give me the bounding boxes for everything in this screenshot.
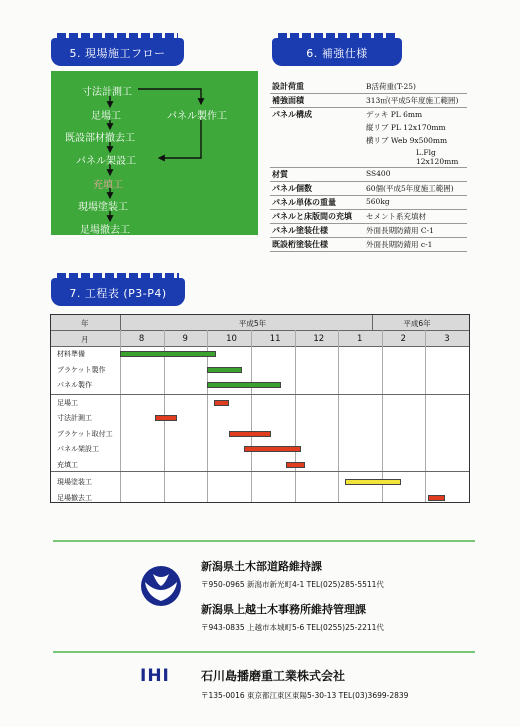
gantt-task-label: 寸法計測工 <box>57 414 92 422</box>
spec-row <box>270 121 467 134</box>
gantt-month-gridline <box>382 330 383 502</box>
spec-table <box>270 80 467 252</box>
gantt-month-tick: 11 <box>269 334 281 344</box>
flow-step-4: パネル架設工 <box>76 156 136 167</box>
flow-step-3: 既設部材撤去工 <box>65 133 135 144</box>
spec-value: 縦リブ PL 12x170mm <box>366 123 446 132</box>
gantt-month-gridline <box>251 330 252 502</box>
spec-section-banner <box>272 38 402 66</box>
gantt-task-label: ブラケット製作 <box>57 365 106 374</box>
company-name: 石川島播磨重工業株式会社 <box>201 669 346 683</box>
spec-row <box>270 108 467 122</box>
flow-step-1: 寸法計測工 <box>82 87 132 98</box>
spec-key: 設計荷重 <box>270 80 364 94</box>
gantt-month-tick: 3 <box>444 334 450 344</box>
gantt-header-line <box>51 330 469 331</box>
contact-address-1: 〒950-0965 新潟市新光町4-1 TEL(025)285-5511代 <box>201 580 384 589</box>
spec-value: 横リブ Web 9x500mm <box>366 136 448 145</box>
spec-key: パネル単体の重量 <box>270 196 364 210</box>
flow-step-5-highlight: 充填工 <box>93 180 123 191</box>
spec-row <box>270 196 467 210</box>
construction-flow-chart <box>51 71 258 235</box>
spec-key: 補強面積 <box>270 94 364 108</box>
spec-value: セメント系充填材 <box>364 210 467 224</box>
gantt-group-divider <box>51 471 469 472</box>
spec-key: パネル個数 <box>270 182 364 196</box>
spec-key <box>270 147 364 168</box>
gantt-task-label: パネル製作 <box>57 381 92 389</box>
spec-value: 外面長期防錆用 C-1 <box>364 224 467 238</box>
gantt-month-tick: 12 <box>313 334 325 344</box>
gantt-bar <box>286 462 306 468</box>
separator-bottom <box>53 651 475 653</box>
spec-row <box>270 168 467 182</box>
spec-value: 313㎡(平成5年度施工範囲) <box>364 94 467 108</box>
spec-row <box>270 94 467 108</box>
ihi-logo: IHI <box>140 666 170 686</box>
gantt-year-label: 年 <box>81 319 89 328</box>
spec-row <box>270 210 467 224</box>
schedule-gantt-chart <box>50 314 470 503</box>
spec-row <box>270 224 467 238</box>
gantt-month-tick: 1 <box>356 334 363 344</box>
gantt-bar <box>120 351 216 357</box>
gantt-year-h5: 平成5年 <box>238 319 267 328</box>
flow-step-6: 現場塗装工 <box>78 202 128 213</box>
gantt-task-label: パネル架設工 <box>57 445 99 453</box>
gantt-year-divider <box>372 315 373 330</box>
spec-value: B活荷重(T-25) <box>364 80 467 94</box>
spec-key: 材質 <box>270 168 364 182</box>
niigata-prefecture-emblem-icon <box>139 564 183 608</box>
gantt-header-line <box>51 346 469 347</box>
contact-name-2: 新潟県上越土木事務所維持管理課 <box>201 603 366 616</box>
gantt-bar <box>214 400 229 406</box>
company-address: 〒135-0016 東京都江東区東陽5-30-13 TEL(03)3699-2839 <box>201 691 409 700</box>
spec-row <box>270 147 467 168</box>
gantt-bar <box>207 382 281 388</box>
gantt-month-tick: 10 <box>226 334 237 344</box>
flow-section-title: 5. 現場施工フロー <box>69 47 166 60</box>
spec-value: SS400 <box>364 168 467 182</box>
flow-step-7: 足場撤去工 <box>80 225 130 236</box>
spec-section-title: 6. 補強仕様 <box>306 47 368 60</box>
flow-step-2: 足場工 <box>91 111 121 122</box>
spec-value: デッキ PL 6mm <box>366 110 423 119</box>
spec-row <box>270 182 467 196</box>
spec-key: パネルと床版間の充填 <box>270 210 364 224</box>
spec-key <box>270 134 364 147</box>
schedule-section-title: 7. 工程表 (P3-P4) <box>69 287 167 300</box>
schedule-section-banner <box>51 278 185 306</box>
gantt-bar <box>229 431 270 437</box>
spec-key <box>270 121 364 134</box>
spec-value: 外面長期防錆用 c-1 <box>364 238 467 252</box>
gantt-bar <box>428 495 445 501</box>
gantt-year-h6: 平成6年 <box>403 319 431 328</box>
gantt-bar <box>345 479 402 485</box>
gantt-task-label: ブラケット取付工 <box>57 429 113 438</box>
spec-value: 60個(平成5年度施工範囲) <box>364 182 467 196</box>
contact-address-2: 〒943-0835 上越市本城町5-6 TEL(0255)25-2211代 <box>201 623 384 632</box>
gantt-month-gridline <box>338 330 339 502</box>
spec-value: L.Flg 12x120mm <box>364 147 467 168</box>
separator-top <box>53 540 475 542</box>
spec-key: 既設桁塗装仕様 <box>270 238 364 252</box>
gantt-task-label: 足場撤去工 <box>57 493 92 502</box>
gantt-task-label: 充填工 <box>57 460 78 469</box>
gantt-month-label: 月 <box>81 335 89 344</box>
gantt-month-tick: 2 <box>400 334 406 344</box>
gantt-bar <box>244 446 301 452</box>
gantt-task-label: 材料準備 <box>57 350 85 358</box>
flow-section-banner <box>51 38 184 66</box>
gantt-month-gridline <box>295 330 296 502</box>
gantt-bar <box>207 367 242 373</box>
spec-key: パネル構成 <box>272 110 312 119</box>
gantt-month-gridline <box>425 330 426 502</box>
spec-key: パネル塗装仕様 <box>270 224 364 238</box>
spec-row <box>270 238 467 252</box>
contact-name-1: 新潟県土木部道路維持課 <box>201 560 322 573</box>
gantt-task-label: 足場工 <box>57 398 78 407</box>
gantt-month-tick: 9 <box>182 334 188 344</box>
gantt-task-label: 現場塗装工 <box>57 478 92 486</box>
flow-side-step: パネル製作工 <box>167 111 227 122</box>
spec-row <box>270 80 467 94</box>
spec-row <box>270 134 467 147</box>
gantt-month-tick: 8 <box>138 334 145 344</box>
spec-value: 560kg <box>364 196 467 210</box>
gantt-bar <box>155 415 177 421</box>
gantt-group-divider <box>51 394 469 395</box>
